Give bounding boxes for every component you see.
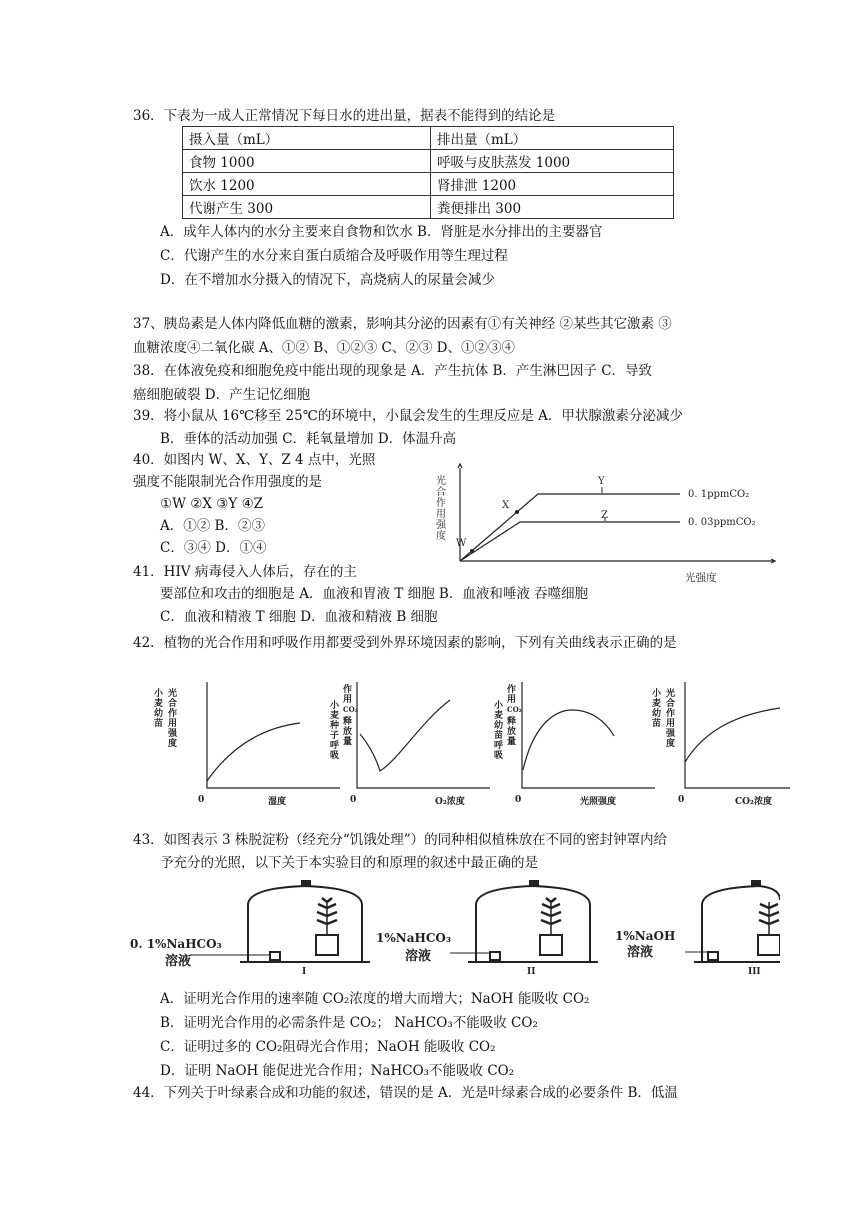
point-w-marker <box>470 549 474 553</box>
graph3-ylabel2-1: 作 <box>507 685 517 695</box>
graph4-curve <box>685 708 780 762</box>
q40-options-ab: A．①② B．②③ <box>160 518 265 534</box>
point-w: W <box>456 538 467 549</box>
table-cell: 肾排泄 1200 <box>431 173 674 196</box>
graph1-ylabel1-2: 麦 <box>154 699 164 709</box>
graph2-ylabel1-2: 麦 <box>330 711 340 721</box>
graph3-curve <box>523 710 614 770</box>
q43-option-b: B．证明光合作用的必需条件是 CO₂； NaHCO₃不能吸收 CO₂ <box>160 1015 538 1031</box>
y-axis-label-1: 光 <box>436 476 446 487</box>
jar3-solution: 溶液 <box>627 945 654 960</box>
y-axis-label-3: 作 <box>436 498 446 509</box>
graph1-ylabel1-4: 苗 <box>154 719 164 729</box>
table-cell: 食物 1000 <box>183 150 431 173</box>
jar2-pot <box>540 935 562 955</box>
curve-low-co2 <box>460 522 680 561</box>
graph1-axes <box>207 682 340 788</box>
graph1-origin: 0 <box>198 795 205 805</box>
q39-line1: 39．将小鼠从 16℃移至 25℃的环境中，小鼠会发生的生理反应是 A．甲状腺激素分泌减少 <box>133 408 683 424</box>
q40-choices: ①W ②X ③Y ④Z <box>160 496 264 512</box>
jar2-dish <box>490 952 500 960</box>
graph2-ylabel2-5: 放 <box>343 727 353 737</box>
x-axis-label: 光强度 <box>685 572 717 584</box>
graph2-ylabel1-1: 小 <box>330 701 340 711</box>
table-cell: 饮水 1200 <box>183 173 431 196</box>
q43-line2: 予充分的光照，以下关于本实验目的和原理的叙述中最正确的是 <box>160 855 538 871</box>
table-row <box>183 196 674 219</box>
table-cell: 代谢产生 300 <box>183 196 431 219</box>
q38-line1: 38．在体液免疫和细胞免疫中能出现的现象是 A．产生抗体 B．产生淋巴因子 C．导致 <box>133 363 653 379</box>
graph2-ylabel2-1: 作 <box>343 685 353 695</box>
graph4-ylabel2-4: 用 <box>666 719 676 729</box>
jar2-numeral: II <box>527 967 536 975</box>
graph1-ylabel2-3: 作 <box>168 709 178 719</box>
graph3-ylabel2-4: 释 <box>507 717 517 727</box>
q40-line1: 40．如图内 W、X、Y、Z 4 点中，光照 <box>133 452 376 468</box>
q41-line2: 要部位和攻击的细胞是 A．血液和胃液 T 细胞 B．血液和唾液 吞噬细胞 <box>160 586 589 602</box>
graph1-ylabel2-6: 度 <box>168 739 178 749</box>
q36-option-d: D．在不增加水分摄入的情况下，高烧病人的尿量会减少 <box>160 272 495 288</box>
jar1-pot <box>316 935 338 955</box>
table-cell: 呼吸与皮肤蒸发 1000 <box>431 150 674 173</box>
graph1-ylabel2-1: 光 <box>168 689 178 699</box>
q40-light-graph <box>430 462 790 590</box>
graph2-ylabel2-4: 释 <box>343 717 353 727</box>
jar3-numeral: III <box>748 967 761 975</box>
graph3-origin: 0 <box>515 795 522 805</box>
graph1-ylabel2-5: 强 <box>168 729 178 739</box>
q43-line1: 43．如图表示 3 株脱淀粉（经充分“饥饿处理”）的同种相似植株放在不同的密封钟罩内给 <box>133 832 668 848</box>
graph3-ylabel2-3: CO₂ <box>507 705 522 714</box>
y-axis-label-5: 强 <box>436 520 446 531</box>
table-header-row <box>183 127 674 150</box>
series-label-low: 0. 03ppmCO₂ <box>688 517 756 528</box>
graph4-ylabel2-3: 作 <box>666 709 676 719</box>
graph3-ylabel1-5: 呼 <box>494 741 504 751</box>
q40-line2: 强度不能限制光合作用强度的是 <box>133 474 322 490</box>
jar3-dish <box>708 952 718 960</box>
series-label-high: 0. 1ppmCO₂ <box>688 489 750 500</box>
q36-option-a: A．成年人体内的水分主要来自食物和饮水 B．肾脏是水分排出的主要器官 <box>160 224 603 240</box>
jar1-solution: 溶液 <box>165 954 192 969</box>
graph4-xlabel: CO₂浓度 <box>735 797 772 807</box>
point-x-marker <box>515 510 519 514</box>
graph2-curve <box>360 700 450 771</box>
jar2-solution: 溶液 <box>405 949 432 964</box>
jar3-knob <box>752 880 760 886</box>
q38-line2: 癌细胞破裂 D．产生记忆细胞 <box>133 387 311 403</box>
q36-option-c: C．代谢产生的水分来自蛋白质缩合及呼吸作用等生理过程 <box>160 248 508 264</box>
graph2-ylabel2-6: 量 <box>343 737 353 747</box>
curve-high-co2 <box>460 494 680 561</box>
graph1-ylabel2-4: 用 <box>168 719 178 729</box>
q39-line2: B．垂体的活动加强 C．耗氧量增加 D．体温升高 <box>160 431 457 447</box>
graph4-axes <box>685 682 790 788</box>
graph2-ylabel2-2: 用 <box>343 695 353 705</box>
point-y: Y <box>598 476 605 487</box>
jar3-pot <box>758 935 780 955</box>
graph3-ylabel1-2: 麦 <box>494 711 504 721</box>
graph4-ylabel1-2: 麦 <box>652 699 662 709</box>
graph4-ylabel1-1: 小 <box>652 689 662 699</box>
q43-option-a: A．证明光合作用的速率随 CO₂浓度的增大而增大；NaOH 能吸收 CO₂ <box>160 991 590 1007</box>
jar1-label: 0. 1%NaHCO₃ <box>130 937 222 951</box>
graph3-ylabel2-6: 量 <box>507 737 517 747</box>
jar2-label: 1%NaHCO₃ <box>376 931 452 945</box>
point-x: X <box>502 500 510 511</box>
jar2-dome <box>476 886 590 962</box>
graph2-ylabel1-6: 吸 <box>330 751 340 761</box>
table-row <box>183 150 674 173</box>
q37-line2: 血糖浓度④二氧化碳 A、①② B、①②③ C、②③ D、①②③④ <box>133 340 515 356</box>
table-header-intake: 摄入量（mL） <box>183 127 431 150</box>
graph4-ylabel2-2: 合 <box>666 699 676 709</box>
graph2-ylabel1-3: 种 <box>330 721 340 731</box>
y-axis-label-2: 合 <box>436 487 446 498</box>
graph3-ylabel1-1: 小 <box>494 701 504 711</box>
graph2-axes <box>357 682 490 788</box>
q44-line1: 44．下列关于叶绿素合成和功能的叙述，错误的是 A．光是叶绿素合成的必要条件 B．低温 <box>133 1085 678 1101</box>
q41-line3: C．血液和精液 T 细胞 D．血液和精液 B 细胞 <box>160 609 438 625</box>
graph3-ylabel1-4: 苗 <box>494 731 504 741</box>
graph2-ylabel1-5: 呼 <box>330 741 340 751</box>
graph2-ylabel2-3: CO₂ <box>343 705 358 714</box>
jar1-numeral: I <box>302 967 307 975</box>
graph3-ylabel2-2: 用 <box>507 695 517 705</box>
graph3-xlabel: 光照强度 <box>580 797 617 807</box>
q43-option-d: D．证明 NaOH 能促进光合作用；NaHCO₃不能吸收 CO₂ <box>160 1063 515 1079</box>
graph3-ylabel2-5: 放 <box>507 727 517 737</box>
graph3-axes <box>522 682 655 788</box>
graph2-origin: 0 <box>350 795 357 805</box>
graph4-ylabel1-3: 幼 <box>652 709 662 719</box>
q43-bell-jar-figure <box>130 880 780 975</box>
jar1-dome <box>248 886 362 962</box>
graph3-ylabel1-6: 吸 <box>494 751 504 761</box>
y-axis-label-6: 度 <box>436 531 446 542</box>
y-axis-label-4: 用 <box>436 509 446 520</box>
graph4-origin: 0 <box>678 795 685 805</box>
q43-option-c: C．证明过多的 CO₂阻碍光合作用；NaOH 能吸收 CO₂ <box>160 1039 496 1055</box>
q40-options-cd: C．③④ D．①④ <box>160 540 267 556</box>
jar2-knob <box>530 880 538 886</box>
graph4-ylabel2-6: 度 <box>666 739 676 749</box>
q42-graphs <box>150 678 790 808</box>
graph2-ylabel1-4: 子 <box>330 731 340 741</box>
graph4-ylabel1-4: 苗 <box>652 719 662 729</box>
graph1-curve <box>207 723 300 781</box>
q42-stem: 42．植物的光合作用和呼吸作用都要受到外界环境因素的影响，下列有关曲线表示正确的是 <box>133 635 677 651</box>
graph2-xlabel: O₂浓度 <box>435 797 465 807</box>
jar1-dish <box>270 952 280 960</box>
graph1-xlabel: 湿度 <box>268 797 287 807</box>
table-cell: 粪便排出 300 <box>431 196 674 219</box>
graph1-ylabel1-3: 幼 <box>154 709 164 719</box>
table-row <box>183 173 674 196</box>
graph1-ylabel2-2: 合 <box>168 699 178 709</box>
q41-line1: 41．HIV 病毒侵入人体后，存在的主 <box>133 564 357 580</box>
graph4-ylabel2-5: 强 <box>666 729 676 739</box>
q36-stem: 36．下表为一成人正常情况下每日水的进出量，据表不能得到的结论是 <box>133 108 556 124</box>
y-axis-arrow-icon <box>458 464 462 468</box>
table-header-output: 排出量（mL） <box>431 127 674 150</box>
jar1-knob <box>302 880 310 886</box>
jar3-label: 1%NaOH <box>615 929 676 943</box>
water-table <box>182 126 674 219</box>
graph3-ylabel1-3: 幼 <box>494 721 504 731</box>
graph1-ylabel1-1: 小 <box>154 689 164 699</box>
graph4-ylabel2-1: 光 <box>666 689 676 699</box>
point-z: Z <box>601 510 608 521</box>
q37-line1: 37、胰岛素是人体内降低血糖的激素，影响其分泌的因素有①有关神经 ②某些其它激素 ③ <box>133 316 672 332</box>
